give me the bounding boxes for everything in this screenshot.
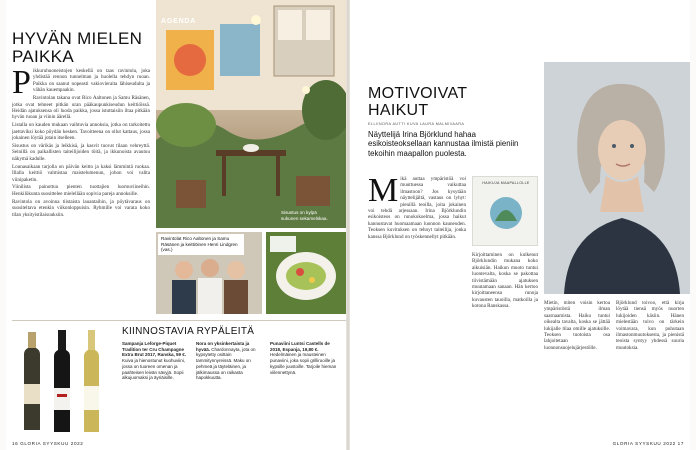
dish-illustration [266,232,346,314]
book-title: HAIKUJA MAAPALLOLLE [482,181,530,185]
haiku-paragraph: Mietin, miten voisin kertoa ympäristöstä ilman saarnaamista. Haiku tuntui oikealta tavalta, koska se jättää lukijalle tilaa omille ajatuksille. Teoksen tuotoista osa lahjoitetaan luonnonsuojelujärjestölle. [544,300,610,351]
restaurant-paragraph: Ravintolan takana ovat Rico Aaltonen ja Samu Räsänen, jotka ovat tehneet pitkän uran pääkaupunkiseudun keittiöissä. Heidän ajatuksensa oli luoda paikka, jossa istuttaisiin iltaa pitkään hyvän ruoan ja viinin äärellä. [12,95,150,121]
restaurant-paragraph: Sisustus on värikäs ja leikkisä, ja kasvit tuovat tilaan vehreyttä. Seinillä on paikallisten taiteilijoiden töitä, ja ikkunoista avautuu näkymä kadulle. [12,142,150,162]
restaurant-paragraph: Lounasaikaan tarjolla on päivän keitto ja kaksi lämmintä ruokaa. Illalla keittiö valmistaa maistelumenun, johon voi valita viinipaketin. [12,163,150,183]
wine-name: Nora on yksinkertaista ja hyvää. [196,341,250,352]
wine-bottles [16,326,112,438]
red-wine-bottle-icon [54,330,70,432]
left-folio: 16 GLORIA SYYSKUU 2022 [12,441,84,446]
haiku-headline [368,86,467,119]
book-cover-illustration [473,177,538,246]
sparkling-bottle-icon [24,332,40,430]
restaurateurs-photo [156,232,262,314]
restaurant-headline [12,30,142,65]
restaurant-paragraph: Viinilista painottuu pienten tuottajien luomuviineihin. Henkilökunta suosittelee mielellään sopivia pareja annoksille. [12,184,150,197]
wine-name: Punaviini Luntsi Castells de 2018, Espanja, 19,80 €. [270,341,330,352]
section-label: AGENDA [161,18,197,25]
byline: ELLIINORA AUTTI KUVA LAURA MALMIVAARA [368,122,465,126]
dish-photo [266,232,346,314]
haiku-column-1 [368,176,466,438]
haiku-column-2 [472,252,538,438]
wine-column [122,341,190,439]
book-cover [472,176,538,246]
restaurant-headline-line1: HYVÄN MIELEN [12,29,143,48]
haiku-column-4 [616,300,684,438]
wine-column [270,341,340,439]
portrait-illustration [544,62,690,294]
white-wine-bottle-icon [84,330,99,432]
restaurant-intro: ikkuruhuoneistojen keskellä on taas ravintola, joka yhdistää rennon tunnelman ja huolella tehdyn ruoan. Paikka on saanut nopeasti vakiovieraita lähiseudulta ja vähän kauempaakin. [32,68,150,94]
standfirst: Näyttelijä Irina Björklund hahaa esikoisteoksellaan kannustaa ilmistä pieniin tekoihin maapallon puolesta. [368,130,519,158]
restaurant-interior-illustration [156,0,346,228]
interior-photo-caption: Sisustus on kylpä sukunen sekamelskaa. [281,210,328,221]
wine-description: Chardonnayta, jota on kypsytetty osittain tammitynnyreissä. Maku on pehmeä ja täyteläinen, ja jälkimaussa on raikasta hapokkuutta. [196,346,256,381]
wines-headline: KIINNOSTAVIA RYPÄLEITÄ [122,326,255,337]
restaurant-paragraph: Ravintola on avoinna tiistaista lauantaihin, ja pöytävaraus on suositeltava etenkin viikonloppuisin. Ryhmille voi varata koko tilan yksityistilaisuuksiin. [12,198,150,218]
wine-name: Sampanja Leforge-Piquet Tradition ter Cru Champagne Extra Brut 2017, Ranska, 59 €. [122,341,187,358]
haiku-headline-line2: HAIKUT [368,102,429,119]
haiku-paragraph: Kirjoittaminen on kulkenut Björklundin mukana koko aikuisiän. Haikun muoto tuntui luontevalta, koska se pakottaa tiivistämään ajatuksen muutamaan sanaan. Hän kertoo kirjoittaneensa runoja kuvausten tauoilla, matkoilla ja kotona Ranskassa. [472,252,538,310]
wine-description: Hedelmäinen ja mausteinen punaviini, joka sopii grilliruoille ja kypsille juustoille. Tarjoile hieman viilennettynä. [270,352,337,375]
left-page [6,0,346,450]
wines-divider [12,320,346,321]
right-page [350,0,690,450]
wine-description: Kuiva ja hienostunut kuohuviini, jossa on tuoreen omenan ja paahteisen leivän sävyjä. Sopii alkujuomaksi ja äyriäisille. [122,358,186,381]
portrait-photo [544,62,690,294]
wine-bottles-illustration [16,326,112,438]
wine-column [196,341,264,439]
haiku-headline-line1: MOTIVOIVAT [368,85,468,102]
haiku-column-3 [544,300,610,438]
restaurateurs-caption: Ravintolat Rico Aaltonen ja Samu Räsänen ja keittiöinen Henri Lindgren (vas.) [158,234,244,255]
haiku-dropcap: M [368,176,399,209]
haiku-paragraph: ikä auttaa ympäristöä voi muuttuessa vaikuttaa ilmastoon? Jos kysytään näyttelijältä, vastaus on lyhyt: pienillä teoilla, joita jokainen voi tehdä arjessaan. Irina Björklundin esikoisteos on runokokoelma, jossa haikut kannustavat huomaamaan luonnon kauneuden. Teoksen kuvituksen on tehnyt taiteilija, jonka kanssa Björklund on työskennellyt pitkään. [368,176,466,240]
right-folio: GLORIA SYYSKUU 2022 17 [612,441,684,446]
restaurant-headline-line2: PAIKKA [12,47,74,66]
restaurant-paragraph: Listalla on kauden mukaan vaihtuvia annoksia, jotka on tarkoitettu jaettaviksi koko pöydän kesken. Tavoitteena on ollut kattaus, jossa jokainen löytää jotain itselleen. [12,122,150,142]
restaurant-dropcap: P [12,68,31,101]
haiku-paragraph: Björklund toivoo, että kirja löytää tiensä myös nuorten lukijoiden käsiin. Hänen mielestään toivo on tärkein voimavara, kun puhutaan ilmastonmuutoksesta, ja pienistä teoista syntyy yhdessä suuria muutoksia. [616,300,684,351]
restaurant-interior-photo [156,0,346,228]
